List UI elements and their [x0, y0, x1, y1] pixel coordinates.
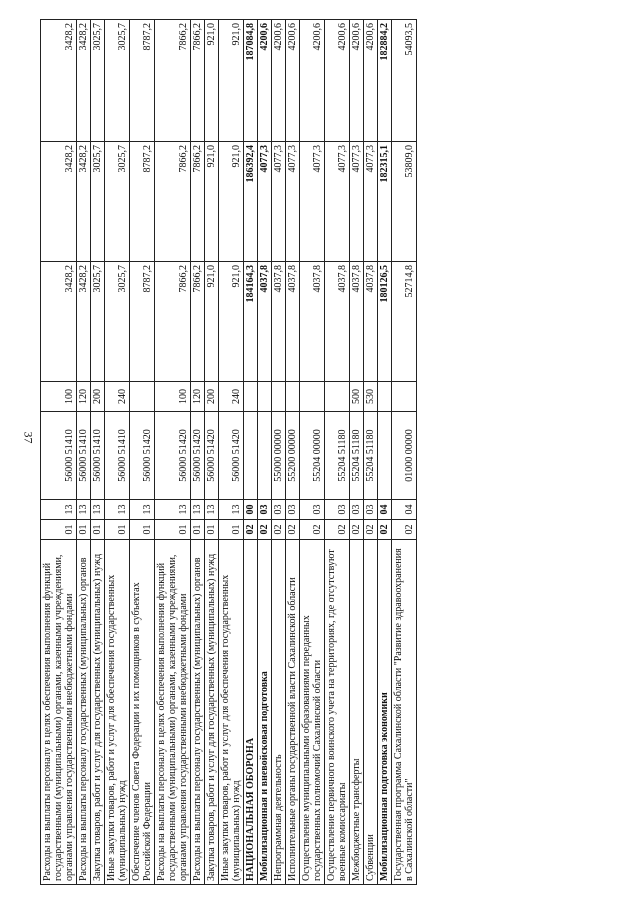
cell-target-code: [378, 412, 392, 500]
cell-section: 02: [258, 520, 272, 540]
cell-name: Иные закупки товаров, работ и услуг для обеспечения государственных (муниципальных) нужд: [219, 540, 244, 885]
cell-name: Государственная программа Сахалинской области "Развитие здравоохранения в Сахалинской области": [392, 540, 417, 885]
table-row: [205, 20, 219, 885]
cell-section: 02: [244, 520, 258, 540]
cell-section: 02: [392, 520, 417, 540]
cell-amount-2: 921,0: [219, 142, 244, 262]
cell-amount-1: 4037,8: [300, 262, 325, 382]
cell-amount-1: 3428,2: [41, 262, 77, 382]
cell-amount-3: 4200,6: [325, 20, 350, 142]
cell-amount-2: 4077,3: [258, 142, 272, 262]
cell-expense-type: [325, 382, 350, 412]
table-row: [272, 20, 286, 885]
cell-amount-3: 4200,6: [300, 20, 325, 142]
table-row: [191, 20, 205, 885]
cell-target-code: 56000 51420: [205, 412, 219, 500]
table-row: [244, 20, 258, 885]
cell-subsection: 13: [191, 500, 205, 520]
cell-expense-type: 240: [105, 382, 130, 412]
budget-table-body: [41, 20, 417, 885]
cell-target-code: 56000 51410: [91, 412, 105, 500]
cell-amount-3: 3428,2: [41, 20, 77, 142]
cell-amount-1: 4037,8: [364, 262, 378, 382]
cell-amount-1: 52714,8: [392, 262, 417, 382]
cell-amount-2: 3025,7: [91, 142, 105, 262]
cell-amount-1: 3025,7: [105, 262, 130, 382]
cell-target-code: 55000 00000: [272, 412, 286, 500]
cell-amount-3: 54093,5: [392, 20, 417, 142]
cell-subsection: 13: [77, 500, 91, 520]
cell-name: Субвенции: [364, 540, 378, 885]
cell-subsection: 03: [364, 500, 378, 520]
cell-subsection: 13: [41, 500, 77, 520]
cell-name: Межбюджетные трансферты: [350, 540, 364, 885]
table-row: [77, 20, 91, 885]
cell-target-code: 56000 51420: [219, 412, 244, 500]
table-row: [130, 20, 155, 885]
table-row: [325, 20, 350, 885]
cell-amount-1: 184164,3: [244, 262, 258, 382]
cell-subsection: 13: [91, 500, 105, 520]
cell-name: Закупка товаров, работ и услуг для государственных (муниципальных) нужд: [91, 540, 105, 885]
cell-name: Иные закупки товаров, работ и услуг для обеспечения государственных (муниципальных) нужд: [105, 540, 130, 885]
cell-target-code: 55204 51180: [325, 412, 350, 500]
cell-expense-type: 200: [91, 382, 105, 412]
cell-expense-type: 530: [364, 382, 378, 412]
cell-section: 01: [191, 520, 205, 540]
table-row: [41, 20, 77, 885]
cell-name: Расходы на выплаты персоналу в целях обеспечения выполнения функций государственными (муниципальными) органами, казенными учреждениями, органами управления государственными внебюджетными фондами: [155, 540, 191, 885]
table-row: [378, 20, 392, 885]
table-row: [364, 20, 378, 885]
cell-amount-3: 3025,7: [91, 20, 105, 142]
cell-subsection: 13: [219, 500, 244, 520]
cell-name: Закупка товаров, работ и услуг для государственных (муниципальных) нужд: [205, 540, 219, 885]
cell-amount-3: 3428,2: [77, 20, 91, 142]
cell-amount-2: 4077,3: [350, 142, 364, 262]
cell-name: Расходы на выплаты персоналу в целях обеспечения выполнения функций государственными (муниципальными) органами, казенными учреждениями, органами управления государственными внебюджетными фондами: [41, 540, 77, 885]
cell-amount-1: 7866,2: [191, 262, 205, 382]
cell-expense-type: 240: [219, 382, 244, 412]
table-row: [350, 20, 364, 885]
cell-expense-type: [300, 382, 325, 412]
cell-amount-2: 182315,1: [378, 142, 392, 262]
cell-subsection: 13: [205, 500, 219, 520]
cell-amount-2: 4077,3: [272, 142, 286, 262]
cell-target-code: 56000 51410: [77, 412, 91, 500]
budget-table-sheet: [40, 20, 417, 885]
cell-subsection: 03: [272, 500, 286, 520]
cell-amount-2: 7866,2: [155, 142, 191, 262]
cell-name: Обеспечение членов Совета Федерации и их помощников в субъектах Российской Федерации: [130, 540, 155, 885]
cell-amount-3: 4200,6: [272, 20, 286, 142]
cell-name: Мобилизационная и вневойсковая подготовка: [258, 540, 272, 885]
table-row: [91, 20, 105, 885]
cell-section: 01: [130, 520, 155, 540]
cell-section: 01: [91, 520, 105, 540]
cell-target-code: 55204 51180: [350, 412, 364, 500]
cell-subsection: 03: [350, 500, 364, 520]
cell-amount-3: 7866,2: [155, 20, 191, 142]
cell-amount-1: 4037,8: [258, 262, 272, 382]
cell-amount-1: 180126,5: [378, 262, 392, 382]
budget-table: [40, 19, 417, 885]
cell-section: 02: [364, 520, 378, 540]
cell-name: Осуществление муниципальными образованиями переданных государственных полномочий Сахалинской области: [300, 540, 325, 885]
cell-amount-3: 921,0: [219, 20, 244, 142]
table-row: [105, 20, 130, 885]
cell-amount-1: 4037,8: [325, 262, 350, 382]
cell-expense-type: 200: [205, 382, 219, 412]
cell-amount-3: 187084,8: [244, 20, 258, 142]
cell-subsection: 04: [392, 500, 417, 520]
cell-amount-2: 4077,3: [300, 142, 325, 262]
cell-section: 02: [378, 520, 392, 540]
cell-amount-1: 4037,8: [350, 262, 364, 382]
cell-amount-1: 7866,2: [155, 262, 191, 382]
cell-amount-3: 182884,2: [378, 20, 392, 142]
cell-amount-2: 8787,2: [130, 142, 155, 262]
cell-expense-type: [286, 382, 300, 412]
cell-amount-1: 4037,8: [286, 262, 300, 382]
cell-target-code: 56000 51420: [155, 412, 191, 500]
cell-amount-3: 4200,6: [350, 20, 364, 142]
cell-section: 02: [350, 520, 364, 540]
cell-target-code: 56000 51410: [41, 412, 77, 500]
cell-amount-2: 4077,3: [286, 142, 300, 262]
cell-amount-3: 7866,2: [191, 20, 205, 142]
cell-amount-3: 3025,7: [105, 20, 130, 142]
cell-amount-1: 921,0: [205, 262, 219, 382]
cell-section: 01: [205, 520, 219, 540]
cell-target-code: 55204 00000: [300, 412, 325, 500]
cell-expense-type: [272, 382, 286, 412]
cell-target-code: 56000 51420: [130, 412, 155, 500]
cell-name: Расходы на выплаты персоналу государственных (муниципальных) органов: [191, 540, 205, 885]
cell-amount-3: 8787,2: [130, 20, 155, 142]
cell-subsection: 03: [325, 500, 350, 520]
cell-section: 01: [155, 520, 191, 540]
cell-section: 01: [77, 520, 91, 540]
cell-subsection: 03: [286, 500, 300, 520]
table-row: [286, 20, 300, 885]
cell-name: Мобилизационная подготовка экономики: [378, 540, 392, 885]
cell-name: Непрограммная деятельность: [272, 540, 286, 885]
cell-amount-2: 4077,3: [325, 142, 350, 262]
cell-subsection: 04: [378, 500, 392, 520]
cell-name: НАЦИОНАЛЬНАЯ ОБОРОНА: [244, 540, 258, 885]
cell-target-code: 56000 51420: [191, 412, 205, 500]
cell-expense-type: 120: [77, 382, 91, 412]
cell-expense-type: [130, 382, 155, 412]
cell-amount-2: 53809,0: [392, 142, 417, 262]
cell-amount-2: 3428,2: [41, 142, 77, 262]
cell-target-code: 55200 00000: [286, 412, 300, 500]
cell-section: 01: [105, 520, 130, 540]
cell-amount-1: 4037,8: [272, 262, 286, 382]
cell-expense-type: [244, 382, 258, 412]
cell-subsection: 03: [300, 500, 325, 520]
cell-target-code: 56000 51410: [105, 412, 130, 500]
cell-section: 02: [300, 520, 325, 540]
cell-expense-type: [258, 382, 272, 412]
cell-subsection: 00: [244, 500, 258, 520]
cell-amount-2: 921,0: [205, 142, 219, 262]
cell-name: Осуществление первичного воинского учета на территориях, где отсутствуют военные комиссариаты: [325, 540, 350, 885]
cell-amount-1: 3025,7: [91, 262, 105, 382]
cell-target-code: 01000 00000: [392, 412, 417, 500]
table-row: [155, 20, 191, 885]
cell-amount-3: 4200,6: [364, 20, 378, 142]
cell-amount-2: 7866,2: [191, 142, 205, 262]
cell-amount-2: 4077,3: [364, 142, 378, 262]
table-row: [219, 20, 244, 885]
cell-expense-type: [378, 382, 392, 412]
cell-expense-type: 500: [350, 382, 364, 412]
cell-section: 01: [41, 520, 77, 540]
cell-target-code: [244, 412, 258, 500]
cell-amount-1: 3428,2: [77, 262, 91, 382]
cell-subsection: 03: [258, 500, 272, 520]
cell-amount-2: 3025,7: [105, 142, 130, 262]
cell-target-code: [258, 412, 272, 500]
cell-subsection: 13: [130, 500, 155, 520]
cell-amount-2: 3428,2: [77, 142, 91, 262]
cell-amount-3: 4200,6: [258, 20, 272, 142]
cell-target-code: 55204 51180: [364, 412, 378, 500]
cell-amount-3: 921,0: [205, 20, 219, 142]
table-row: [258, 20, 272, 885]
cell-name: Исполнительные органы государственной власти Сахалинской области: [286, 540, 300, 885]
table-row: [392, 20, 417, 885]
cell-expense-type: 100: [155, 382, 191, 412]
page-number: 37: [21, 431, 36, 444]
cell-expense-type: 120: [191, 382, 205, 412]
cell-section: 02: [272, 520, 286, 540]
cell-amount-2: 186392,4: [244, 142, 258, 262]
cell-section: 02: [325, 520, 350, 540]
cell-subsection: 13: [105, 500, 130, 520]
cell-amount-1: 8787,2: [130, 262, 155, 382]
cell-subsection: 13: [155, 500, 191, 520]
cell-expense-type: [392, 382, 417, 412]
cell-amount-1: 921,0: [219, 262, 244, 382]
table-row: [300, 20, 325, 885]
cell-amount-3: 4200,6: [286, 20, 300, 142]
cell-section: 02: [286, 520, 300, 540]
cell-name: Расходы на выплаты персоналу государственных (муниципальных) органов: [77, 540, 91, 885]
cell-expense-type: 100: [41, 382, 77, 412]
cell-section: 01: [219, 520, 244, 540]
